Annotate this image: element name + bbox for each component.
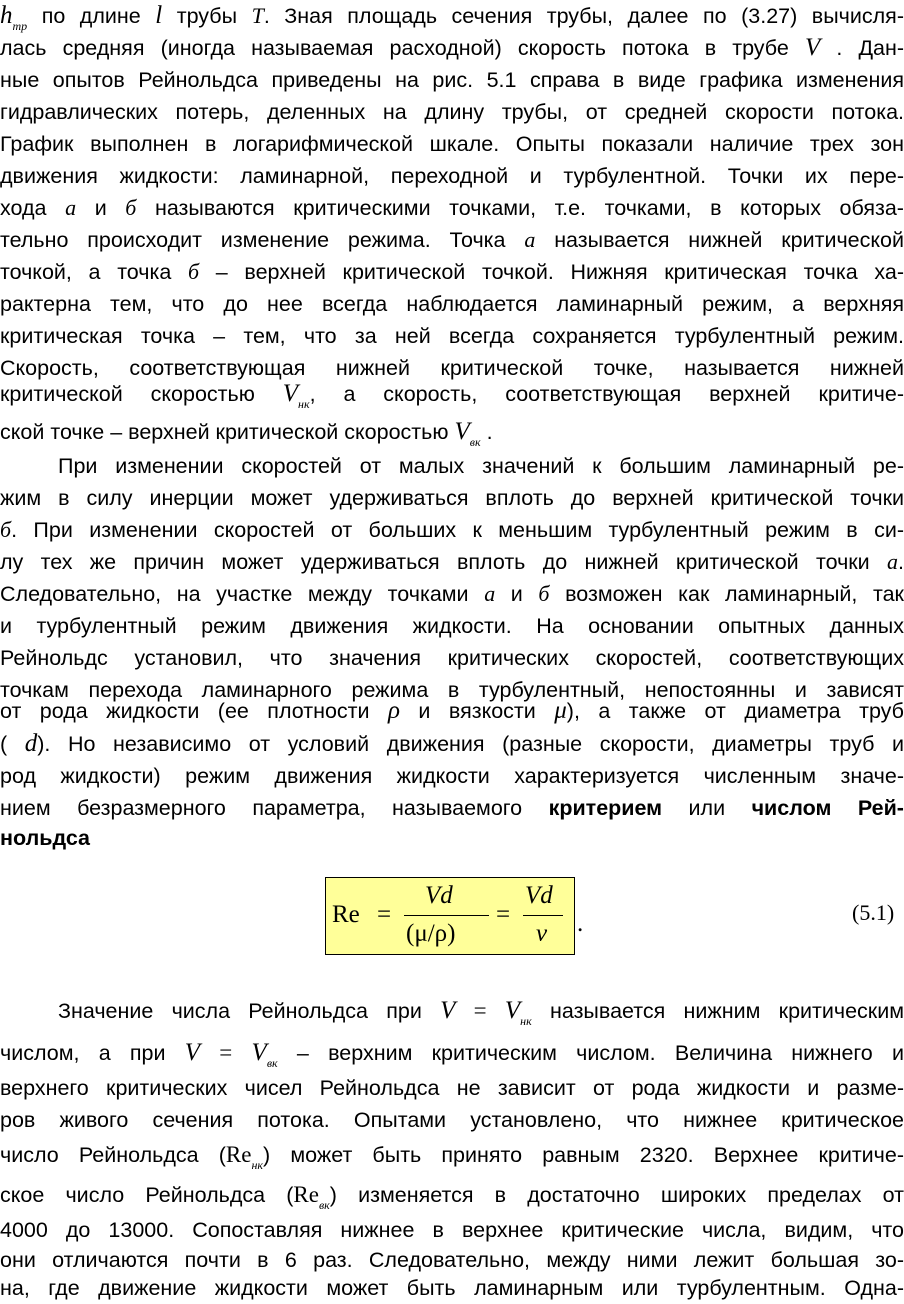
text-line: точкой, а точка б – верхней критической точкой. Нижняя критическая точка ха- <box>0 259 904 284</box>
text-line: ское число Рейнольдса $(Re_{вк})$ изменяется в достаточно широких пределах от <box>0 1182 904 1212</box>
text-line: число Рейнольдса $(Re_{нк})$ может быть принято равным 2320. Верхнее критиче- <box>0 1142 904 1172</box>
text-line: ( d). Но независимо от условий движения (разные скорости, диаметры труб и <box>0 730 904 757</box>
text-line: нольдса <box>0 826 90 850</box>
math-h: h <box>0 2 13 29</box>
text-line: б. При изменении скоростей от больших к меньшим турбулентный режим в си- <box>0 517 904 542</box>
text-line: хода а и б называются критическими точками, т.е. точками, в которых обяза- <box>0 195 904 220</box>
text-line: рактерна тем, что до нее всегда наблюдается ламинарный режим, а верхняя <box>0 292 904 316</box>
math-rho: ρ <box>387 697 400 724</box>
text-line: График выполнен в логарифмической шкале. Опыты показали наличие трех зон <box>0 132 904 156</box>
equation-number: (5.1) <box>852 900 895 925</box>
text-line: лась средняя (иногда называемая расходной) скорость потока в трубе V . Дан- <box>0 34 904 61</box>
math-V: V <box>804 34 821 61</box>
text-line: Значение числа Рейнольдса при $V = V_{нк}$ называется нижним критическим <box>58 997 904 1028</box>
text-line: и турбулентный режим движения жидкости. На основании опытных данных <box>0 614 904 638</box>
text-line: При изменении скоростей от малых значений к большим ламинарный ре- <box>58 454 904 478</box>
text-line: Рейнольдс установил, что значения критических скоростей, соответствующих <box>0 646 904 670</box>
text-line: род жидкости) режим движения жидкости характеризуется численным значе- <box>0 764 904 788</box>
text-line: от рода жидкости (ее плотности ρ и вязкости μ), а также от диаметра труб <box>0 697 904 724</box>
text-line: точкам перехода ламинарного режима в турбулентный, непостоянны и зависят <box>0 678 904 702</box>
text-line: верхнего критических чисел Рейнольдса не зависит от рода жидкости и разме- <box>0 1076 904 1100</box>
formula-denominator: (μ/ρ) <box>406 920 456 947</box>
text-line: $h_{тр}$ по длине l трубы T. Зная площадь сечения трубы, далее по (3.27) вычисля- <box>0 2 904 33</box>
text-line: ные опытов Рейнольдса приведены на рис. 5.1 справа в виде графика изменения <box>0 68 904 92</box>
text-line: тельно происходит изменение режима. Точка а называется нижней критической <box>0 227 904 252</box>
fraction-bar <box>404 915 489 916</box>
math-mu: μ <box>554 697 567 724</box>
text-line: числом, а при $V = V_{вк}$ – верхним критическим числом. Величина нижнего и <box>0 1039 904 1070</box>
text-line: критическая точка – тем, что за ней всегда сохраняется турбулентный режим. <box>0 324 904 348</box>
math-l: l <box>155 2 163 29</box>
text-line: ской точке – верхней критической скоростью $V_{вк}$ . <box>0 418 493 449</box>
text-line: гидравлических потерь, деленных на длину трубы, от средней скорости потока. <box>0 100 904 124</box>
text-line: на, где движение жидкости может быть ламинарным или турбулентным. Одна- <box>0 1276 904 1300</box>
text-line: ров живого сечения потока. Опытами установлено, что нижнее критическое <box>0 1108 904 1132</box>
text-line: движения жидкости: ламинарной, переходной и турбулентной. Точки их пере- <box>0 164 904 188</box>
text-line: критической скоростью $V_{нк}$, а скорость, соответствующая верхней критиче- <box>0 380 904 411</box>
text-line: 4000 до 13000. Сопоставляя нижнее в верхнее критические числа, видим, что <box>0 1218 904 1242</box>
text-line: нием безразмерного параметра, называемого критерием или числом Рей- <box>0 796 904 820</box>
text-line: Скорость, соответствующая нижней критической точке, называется нижней <box>0 356 904 380</box>
math-d: d <box>24 730 38 757</box>
fraction-bar <box>523 915 563 916</box>
text-line: Следовательно, на участке между точками а и б возможен как ламинарный, так <box>0 581 904 606</box>
text-line: лу тех же причин может удерживаться вплоть до нижней критической точки а. <box>0 549 904 574</box>
formula-numerator: Vd <box>425 882 453 909</box>
formula-5-1: Re = Vd (μ/ρ) = Vd ν <box>325 877 575 955</box>
text-line: жим в силу инерции может удерживаться вплоть до верхней критической точки <box>0 486 904 510</box>
formula-lhs: Re <box>332 901 360 928</box>
text-line: они отличаются почти в 6 раз. Следовательно, между ними лежит большая зо- <box>0 1248 904 1272</box>
